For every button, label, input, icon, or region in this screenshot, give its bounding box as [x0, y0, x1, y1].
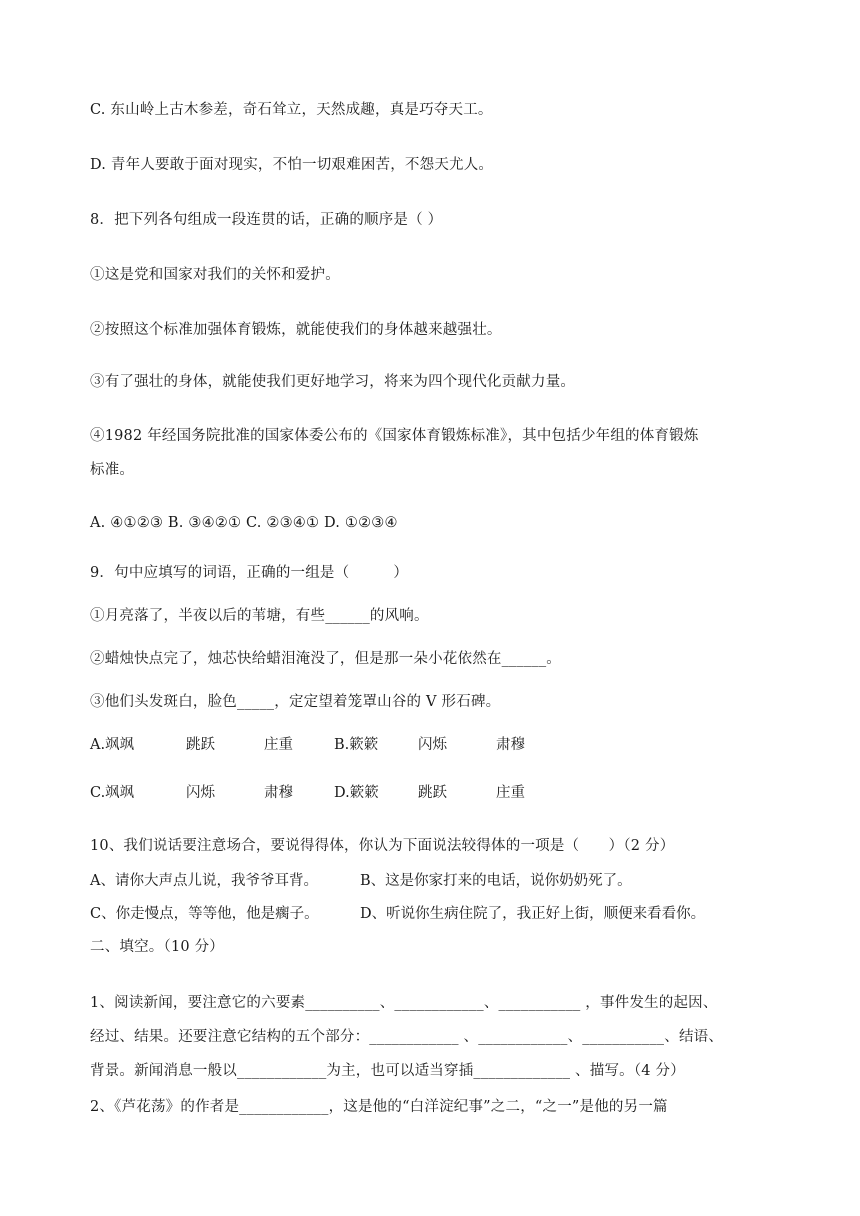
- q10-option-b: B、这是你家打来的电话，说你奶奶死了。: [360, 873, 632, 889]
- q9-options-row-cd: [90, 783, 566, 803]
- q10-options-row-cd: [90, 904, 705, 924]
- section-heading-fill: 二、填空。（10 分）: [90, 939, 225, 955]
- question-9: 9．句中应填写的词语，正确的一组是（ ）: [90, 565, 409, 581]
- option-cell: 闪烁: [186, 785, 215, 801]
- q9-sentence-1: ①月亮落了，半夜以后的苇塘，有些______的风响。: [90, 608, 429, 624]
- sentence-3: ③有了强壮的身体，就能使我们更好地学习，将来为四个现代化贡献力量。: [90, 374, 576, 390]
- sentence-4: ④1982 年经国务院批准的国家体委公布的《国家体育锻炼标准》，其中包括少年组的体育锻炼: [90, 428, 699, 444]
- q10-option-c: C、你走慢点，等等他，他是瘸子。: [90, 906, 319, 922]
- fill-question-2: 2、《芦花荡》的作者是____________，这是他的“白洋淀纪事”之二，“之一”是他的另一篇: [90, 1099, 668, 1115]
- option-d-text: D. 青年人要敢于面对现实，不怕一切艰难困苦，不怨天尤人。: [90, 157, 494, 173]
- sentence-4-cont: 标准。: [90, 462, 135, 478]
- question-8-options: A. ④①②③ B. ③④②① C. ②③④① D. ①②③④: [90, 515, 398, 531]
- option-cell: 肃穆: [264, 785, 293, 801]
- option-cell: 闪烁: [418, 737, 447, 753]
- q9-sentence-2: ②蜡烛快点完了，烛芯快给蜡泪淹没了，但是那一朵小花依然在______。: [90, 651, 561, 667]
- option-cell: 庄重: [264, 737, 293, 753]
- option-cell: A.飒飒: [90, 737, 135, 753]
- sentence-1: ①这是党和国家对我们的关怀和爱护。: [90, 267, 340, 283]
- option-cell: 庄重: [496, 785, 525, 801]
- q9-sentence-3: ③他们头发斑白，脸色_____，定定望着笼罩山谷的 V 形石碑。: [90, 694, 501, 710]
- fill-question-1-cont: 经过、结果。还要注意它结构的五个部分：____________ 、____________、___________、结语、: [90, 1029, 724, 1045]
- option-cell: 肃穆: [496, 737, 525, 753]
- fill-question-1-cont2: 背景。新闻消息一般以____________为主，也可以适当穿插_____________ 、描写。（4 分）: [90, 1063, 685, 1079]
- option-cell: 跳跃: [186, 737, 215, 753]
- q10-option-d: D、听说你生病住院了，我正好上街，顺便来看看你。: [360, 906, 706, 922]
- question-10: 10、我们说话要注意场合，要说得得体，你认为下面说法较得体的一项是（ ）（2 分）: [90, 838, 675, 854]
- fill-question-1: 1、阅读新闻，要注意它的六要素__________、____________、___________ ，事件发生的起因、: [90, 995, 718, 1011]
- option-cell: B.簌簌: [334, 737, 379, 753]
- q9-options-row-ab: [90, 735, 566, 755]
- sentence-2: ②按照这个标准加强体育锻炼，就能使我们的身体越来越强壮。: [90, 322, 502, 338]
- option-c-text: C. 东山岭上古木参差，奇石耸立，天然成趣，真是巧夺天工。: [90, 102, 493, 118]
- q10-option-a: A、请你大声点儿说，我爷爷耳背。: [90, 873, 318, 889]
- q10-options-row-ab: [90, 871, 632, 891]
- question-8: 8．把下列各句组成一段连贯的话，正确的顺序是（ ）: [90, 212, 443, 228]
- option-cell: D.簌簌: [334, 785, 379, 801]
- option-cell: 跳跃: [418, 785, 447, 801]
- option-cell: C.飒飒: [90, 785, 135, 801]
